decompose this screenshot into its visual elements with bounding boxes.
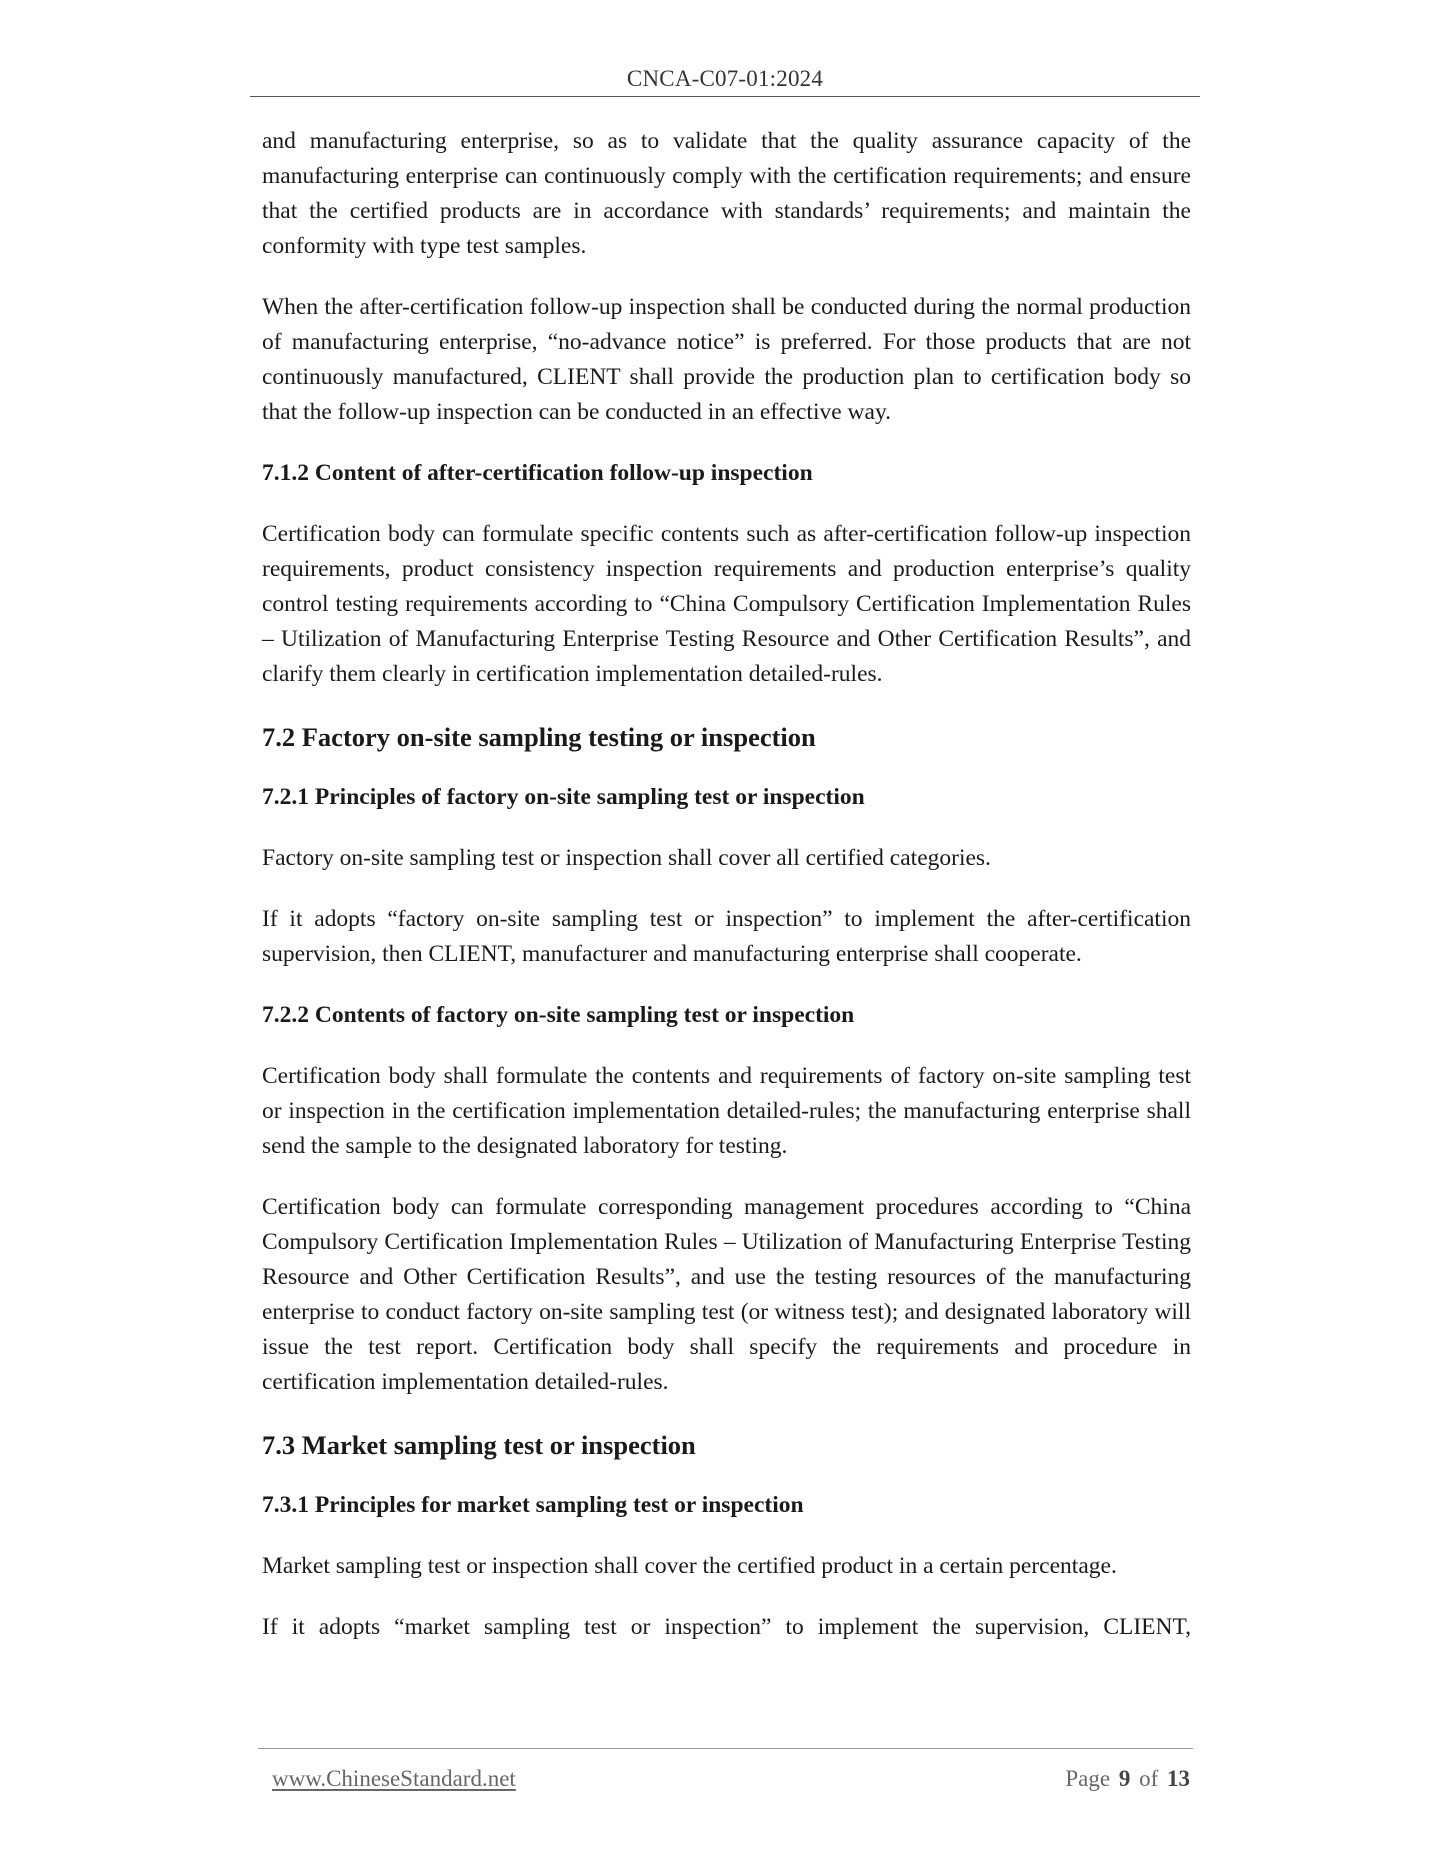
page-total: 13 (1167, 1766, 1190, 1791)
body-paragraph-5: If it adopts “factory on-site sampling test or inspection” to implement the after-certification supervision, then CLIENT, manufacturer and manufacturing enterprise shall cooperate. (262, 906, 1191, 967)
body-paragraph-1: and manufacturing enterprise, so as to validate that the quality assurance capacity of the manufacturing enterprise can continuously comply with the certification requirements; and ensure that the certified products are in accordance with standards’ requirements; and maintain the conformity with type test samples. (262, 128, 1191, 259)
body-paragraph-6: Certification body shall formulate the contents and requirements of factory on-site sampling test or inspection in the certification implementation detailed-rules; the manufacturing enterprise shall send the sample to the designated laboratory for testing. (262, 1063, 1191, 1159)
section-heading-7-2: 7.2 Factory on-site sampling testing or inspection (262, 722, 816, 752)
body-paragraph-3: Certification body can formulate specific contents such as after-certification follow-up inspection requirements, product consistency inspection requirements and production enterprise’s quality control testing requirements according to “China Compulsory Certification Implementation Rules – Utilization of Manufacturing Enterprise Testing Resource and Other Certification Results”, and clarify them clearly in certification implementation detailed-rules. (262, 521, 1191, 687)
document-body (262, 124, 1191, 1671)
header-divider (250, 96, 1200, 97)
section-heading-7-2-2: 7.2.2 Contents of factory on-site sampling test or inspection (262, 1002, 855, 1028)
page-word: Page (1065, 1766, 1111, 1791)
document-code-header: CNCA-C07-01:2024 (626, 66, 824, 91)
body-paragraph-7: Certification body can formulate corresponding management procedures according to “China Compulsory Certification Implementation Rules – Utilization of Manufacturing Enterprise Testing Resource and Other Certification Results”, and use the testing resources of the manufacturing enterprise to conduct factory on-site sampling test (or witness test); and designated laboratory will issue the test report. Certification body shall specify the requirements and procedure in certification implementation detailed-rules. (262, 1194, 1191, 1395)
section-heading-7-3-1: 7.3.1 Principles for market sampling test or inspection (262, 1492, 804, 1518)
website-link[interactable]: www.ChineseStandard.net (272, 1766, 516, 1791)
page-indicator (1065, 1766, 1190, 1792)
of-word: of (1139, 1766, 1159, 1791)
body-paragraph-2: When the after-certification follow-up inspection shall be conducted during the normal production of manufacturing enterprise, “no-advance notice” is preferred. For those products that are not continuously manufactured, CLIENT shall provide the production plan to certification body so that the follow-up inspection can be conducted in an effective way. (262, 294, 1191, 425)
section-heading-7-2-1: 7.2.1 Principles of factory on-site sampling test or inspection (262, 784, 865, 810)
section-heading-7-3: 7.3 Market sampling test or inspection (262, 1430, 696, 1460)
body-paragraph-8: Market sampling test or inspection shall cover the certified product in a certain percentage. (262, 1553, 1117, 1579)
section-heading-7-1-2: 7.1.2 Content of after-certification follow-up inspection (262, 460, 813, 486)
footer-divider (258, 1748, 1193, 1749)
page-current: 9 (1118, 1766, 1131, 1791)
body-paragraph-4: Factory on-site sampling test or inspection shall cover all certified categories. (262, 845, 991, 871)
body-paragraph-9-continued: If it adopts “market sampling test or inspection” to implement the supervision, CLIENT, (262, 1614, 1191, 1640)
